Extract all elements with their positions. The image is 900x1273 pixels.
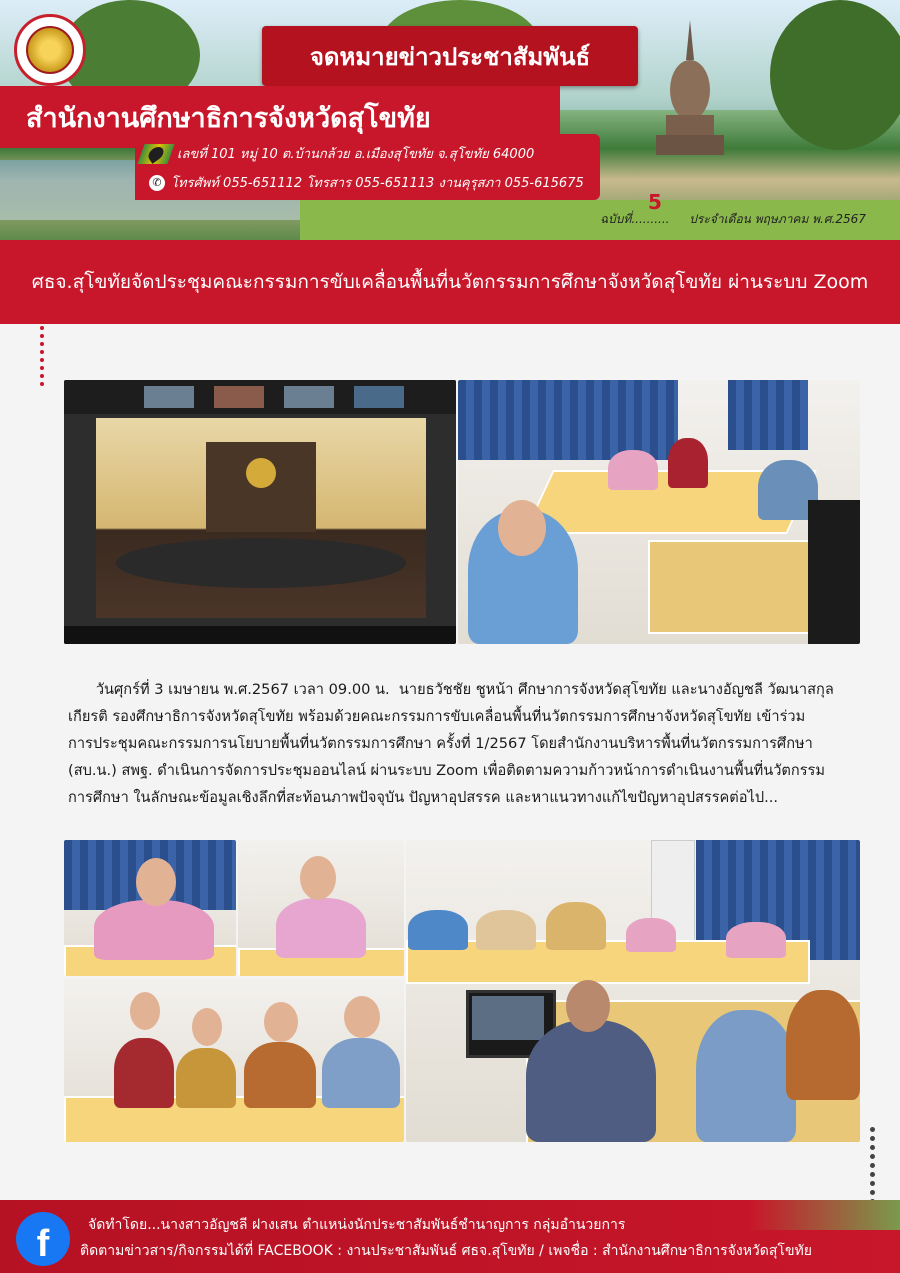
contact-box — [135, 134, 600, 200]
map-pin-icon — [137, 144, 174, 164]
issue-number: 5 — [648, 190, 662, 214]
org-name: สำนักงานศึกษาธิการจังหวัดสุโขทัย — [0, 86, 560, 148]
stupa-illustration — [650, 20, 730, 170]
photo-zoom-meeting — [64, 380, 456, 644]
issue-label: ฉบับที่.......... — [600, 212, 670, 226]
photo-director — [64, 840, 236, 976]
header-tree-right — [770, 0, 900, 150]
photo-conference-table — [406, 840, 860, 1142]
address-line — [179, 143, 534, 164]
facebook-icon[interactable]: f — [16, 1212, 70, 1266]
issue-month: ประจำเดือน พฤษภาคม พ.ศ.2567 — [689, 212, 866, 226]
phone-icon: ✆ — [149, 175, 165, 191]
zoom-toolbar — [64, 626, 456, 644]
newsletter-label: จดหมายข่าวประชาสัมพันธ์ — [262, 26, 638, 86]
org-logo — [14, 14, 86, 86]
headline-bar — [0, 240, 900, 324]
headline: ศธจ.สุโขทัยจัดประชุมคณะกรรมการขับเคลื่อนพื้นที่นวัตกรรมการศึกษาจังหวัดสุโขทัย ผ่านระบบ Zoom — [31, 271, 869, 293]
photo-committee-women — [64, 978, 404, 1142]
decor-dots-gray — [868, 1125, 882, 1181]
footer-follow: ติดตามข่าวสาร/กิจกรรมได้ที่ FACEBOOK : งานประชาสัมพันธ์ ศธจ.สุโขทัย / เพจชื่อ : สำนักงานศึกษาธิการจังหวัดสุโขทัย — [80, 1243, 812, 1259]
article-body: วันศุกร์ที่ 3 เมษายน พ.ศ.2567 เวลา 09.00 น. นายธวัชชัย ชูหน้า ศึกษาการจังหวัดสุโขทัย และนางอัญชลี วัฒนาสกุล เกียรติ รองศึกษาธิการจังหวัดสุโขทัย พร้อมด้วยคณะกรรมการขับเคลื่อนพื้นที่นวัตกรรมการศึกษาจังหวัดสุโขทัย เข้าร่วม การประชุมคณะกรรมการนโยบายพื้นที่นวัตกรรมการศึกษา ครั้งที่ 1/2567 โดยสำนักงานบริหารพื้นที่นวัตกรรมการศึกษา (สบ.น.) สพฐ. ดำเนินการจัดการประชุมออนไลน์ ผ่านระบบ Zoom เพื่อติดตามความก้าวหน้าการดำเนินงานพื้นที่นวัตกรรม การศึกษา ในลักษณะข้อมูลเชิงลึกที่สะท้อนภาพปัจจุบัน ปัญหาอุปสรรค และหาแนวทางแก้ไขปัญหาอุปสรรคต่อไป... — [68, 681, 834, 806]
decor-dots-red — [38, 324, 52, 360]
footer-decor — [750, 1200, 900, 1230]
header-banner — [0, 0, 900, 240]
org-seal — [26, 26, 74, 74]
zoom-gallery-strip — [64, 380, 456, 414]
address-text: เลขที่ 101 หมู่ 10 ต.บ้านกล้วย อ.เมืองสุโขทัย จ.สุโขทัย 64000 — [177, 147, 535, 162]
photo-deputy — [238, 840, 404, 976]
issue-info — [600, 190, 866, 229]
footer-credit: จัดทำโดย...นางสาวอัญชลี ฝางเสน ตำแหน่งนักประชาสัมพันธ์ชำนาญการ กลุ่มอำนวยการ — [88, 1217, 626, 1233]
phone-line — [149, 172, 584, 193]
zoom-main-video — [96, 418, 426, 618]
photo-meeting-room — [458, 380, 860, 644]
phone-text: โทรศัพท์ 055-651112 โทรสาร 055-651113 งานคุรุสภา 055-615675 — [171, 176, 584, 191]
